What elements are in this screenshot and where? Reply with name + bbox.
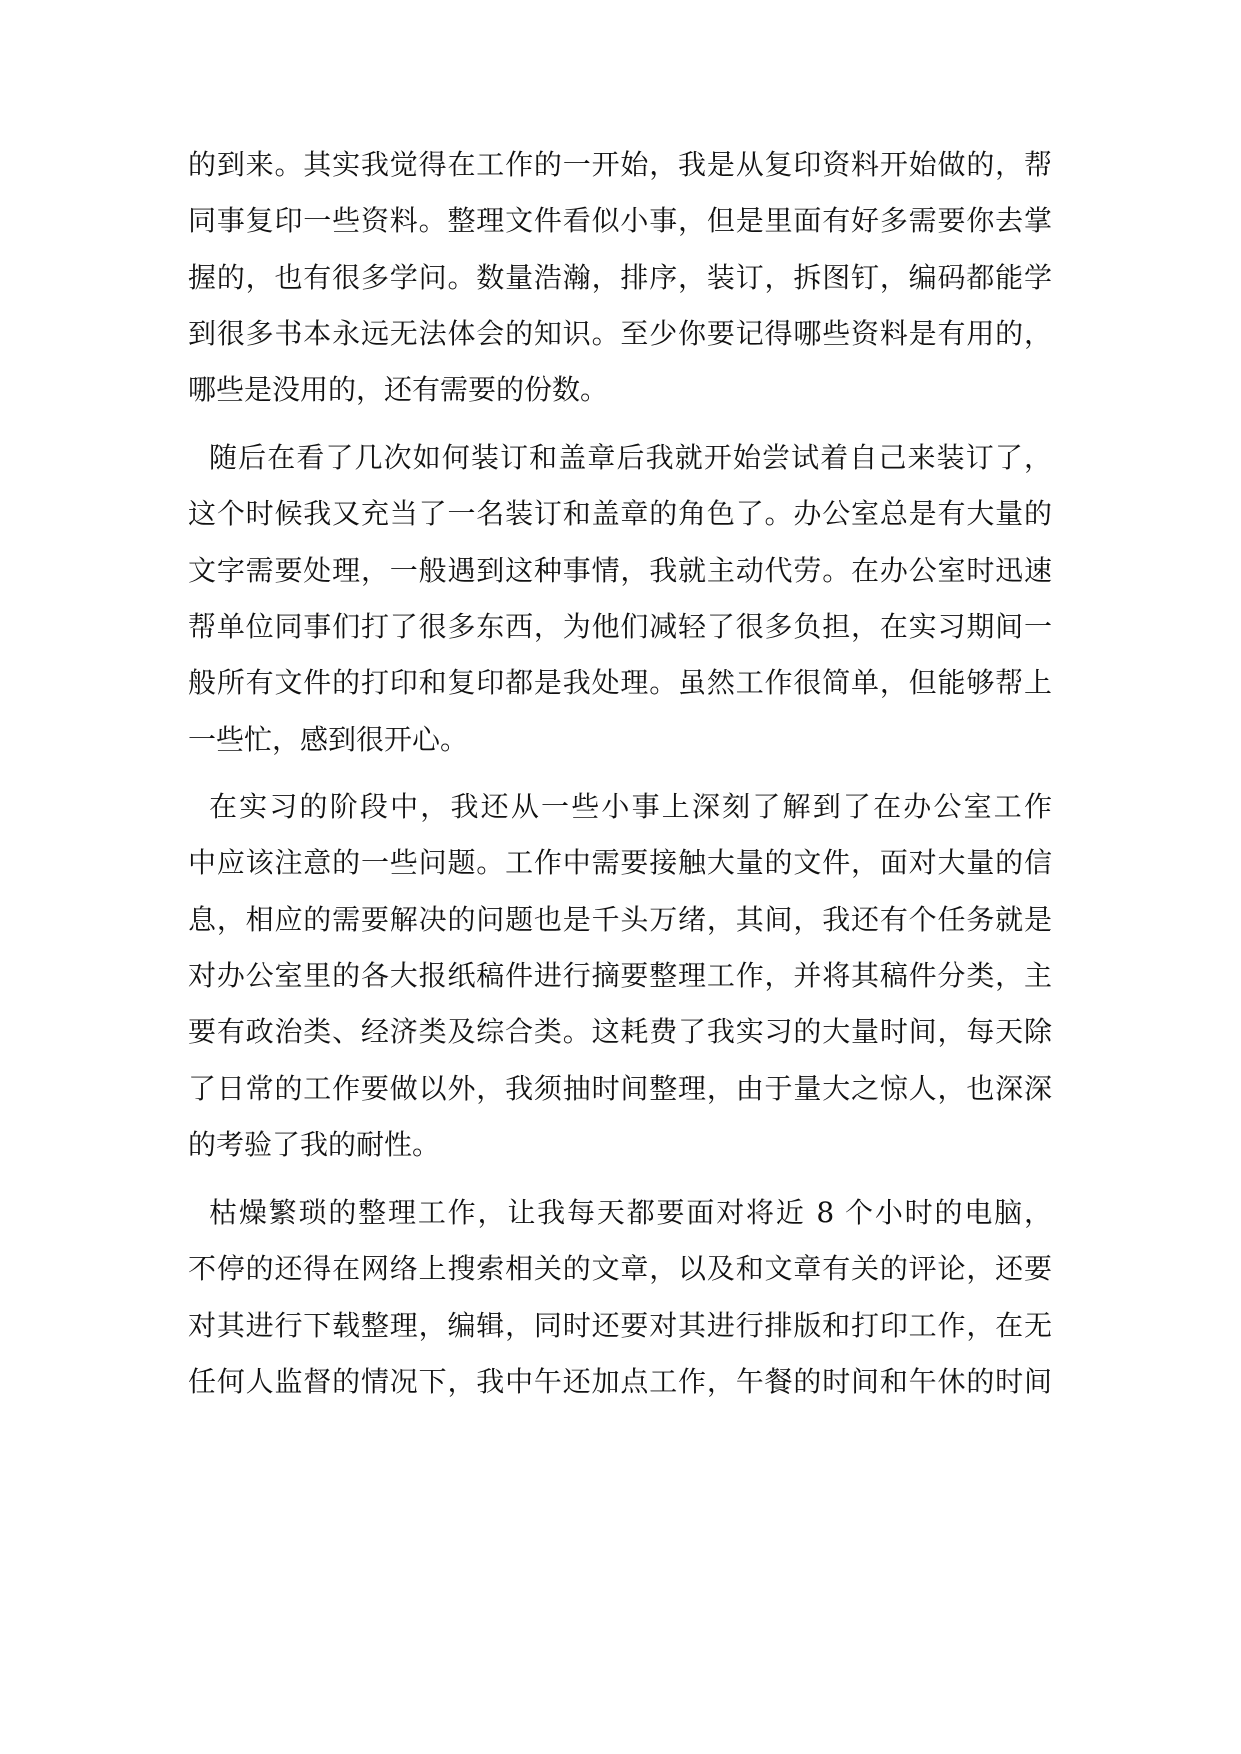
text-line: 不停的还得在网络上搜索相关的文章，以及和文章有关的评论，还要 <box>188 1252 1052 1285</box>
text-line: 到很多书本永远无法体会的知识。至少你要记得哪些资料是有用的， <box>188 317 1052 350</box>
text-line: 同事复印一些资料。整理文件看似小事，但是里面有好多需要你去掌 <box>188 204 1052 237</box>
text-line: 般所有文件的打印和复印都是我处理。虽然工作很简单，但能够帮上 <box>188 666 1052 699</box>
text-line: 帮单位同事们打了很多东西，为他们减轻了很多负担，在实习期间一 <box>188 610 1052 643</box>
text-line: 要有政治类、经济类及综合类。这耗费了我实习的大量时间，每天除 <box>188 1015 1052 1048</box>
text-line: 息，相应的需要解决的问题也是千头万绪，其间，我还有个任务就是 <box>188 903 1052 936</box>
text-line: 了日常的工作要做以外，我须抽时间整理，由于量大之惊人，也深深 <box>188 1072 1052 1105</box>
text-line: 枯燥繁琐的整理工作，让我每天都要面对将近 8 个小时的电脑， <box>209 1196 1052 1229</box>
text-line: 对其进行下载整理，编辑，同时还要对其进行排版和打印工作，在无 <box>188 1309 1052 1342</box>
text-line: 握的，也有很多学问。数量浩瀚，排序，装订，拆图钉，编码都能学 <box>188 261 1052 294</box>
text-line: 的到来。其实我觉得在工作的一开始，我是从复印资料开始做的，帮 <box>188 148 1052 181</box>
text-line: 哪些是没用的，还有需要的份数。 <box>188 373 609 406</box>
text-line: 随后在看了几次如何装订和盖章后我就开始尝试着自己来装订了， <box>209 441 1052 474</box>
text-line: 文字需要处理，一般遇到这种事情，我就主动代劳。在办公室时迅速 <box>188 554 1052 587</box>
text-line: 的考验了我的耐性。 <box>188 1128 441 1161</box>
text-line: 中应该注意的一些问题。工作中需要接触大量的文件，面对大量的信 <box>188 846 1052 879</box>
text-line: 在实习的阶段中，我还从一些小事上深刻了解到了在办公室工作 <box>209 790 1052 823</box>
text-line: 这个时候我又充当了一名装订和盖章的角色了。办公室总是有大量的 <box>188 497 1052 530</box>
text-line: 一些忙，感到很开心。 <box>188 723 469 756</box>
text-line: 任何人监督的情况下，我中午还加点工作，午餐的时间和午休的时间 <box>188 1365 1052 1398</box>
text-line: 对办公室里的各大报纸稿件进行摘要整理工作，并将其稿件分类，主 <box>188 959 1052 992</box>
